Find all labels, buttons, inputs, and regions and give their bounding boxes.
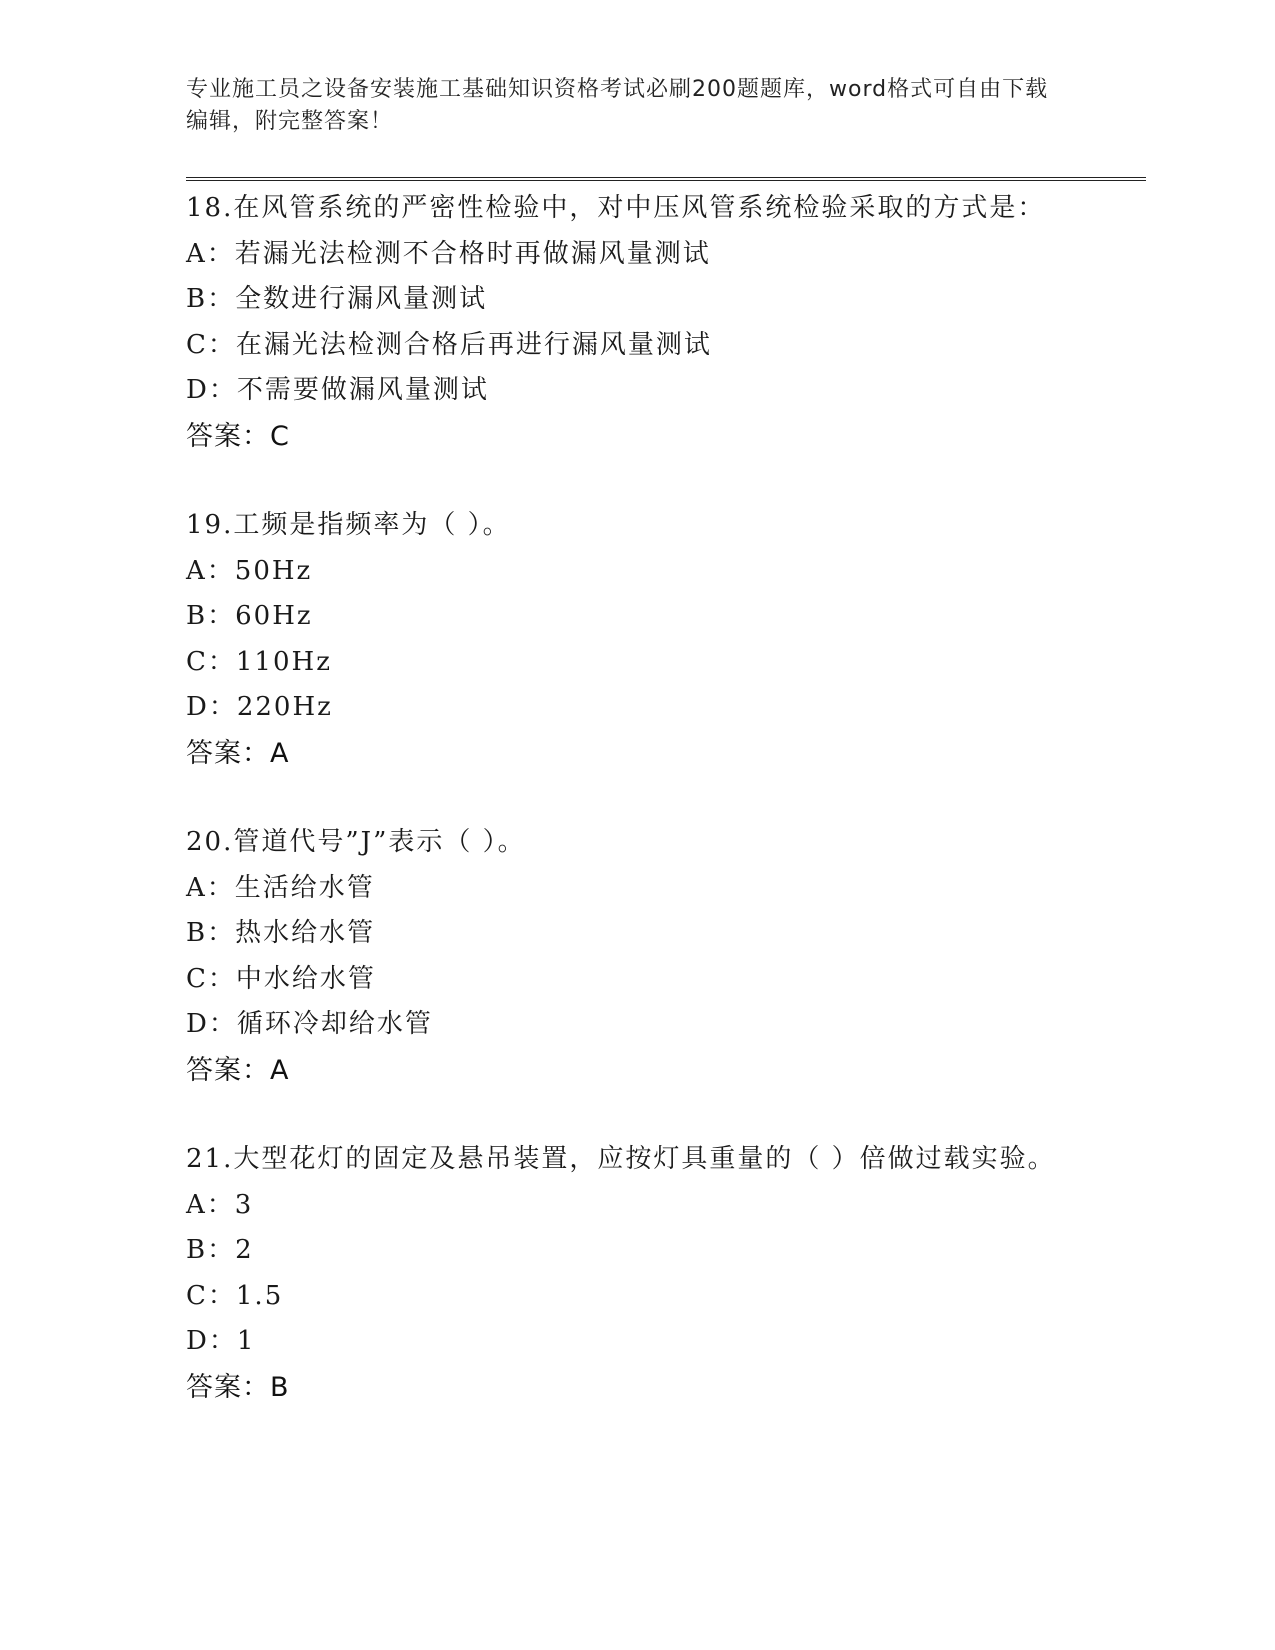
option-a: A：3	[186, 1189, 254, 1220]
document-header: 专业施工员之设备安装施工基础知识资格考试必刷200题题库，word格式可自由下载编辑，附完整答案！	[186, 77, 1049, 134]
option-d: D：220Hz	[186, 692, 333, 722]
option-d: D：循环冷却给水管	[186, 1009, 433, 1039]
answer-label: 答案：A	[186, 1054, 290, 1086]
question-stem: 19.工频是指频率为（ ）。	[186, 510, 511, 540]
question-21	[186, 1137, 1146, 1410]
option-b: B：热水给水管	[186, 918, 376, 948]
question-stem: 21.大型花灯的固定及悬吊装置，应按灯具重量的（ ）倍做过载实验。	[186, 1144, 1056, 1174]
question-19	[186, 503, 1146, 776]
header-divider	[186, 177, 1146, 181]
answer-label: 答案：A	[186, 737, 290, 769]
option-a: A：生活给水管	[186, 872, 375, 903]
option-b: B：60Hz	[186, 601, 313, 631]
option-c: C：中水给水管	[186, 963, 376, 994]
question-stem: 18.在风管系统的严密性检验中，对中压风管系统检验采取的方式是：	[186, 193, 1046, 223]
option-b: B：全数进行漏风量测试	[186, 284, 488, 314]
question-stem: 20.管道代号”J”表示（ ）。	[186, 827, 526, 857]
question-18	[186, 186, 1146, 459]
option-a: A：50Hz	[186, 555, 313, 586]
option-c: C：在漏光法检测合格后再进行漏风量测试	[186, 329, 712, 360]
option-c: C：1.5	[186, 1280, 284, 1311]
option-d: D：1	[186, 1326, 256, 1356]
question-list	[186, 186, 1146, 1454]
option-d: D：不需要做漏风量测试	[186, 375, 489, 405]
option-c: C：110Hz	[186, 646, 332, 677]
question-20	[186, 820, 1146, 1093]
answer-label: 答案：C	[186, 420, 290, 452]
option-b: B：2	[186, 1235, 254, 1265]
option-a: A：若漏光法检测不合格时再做漏风量测试	[186, 238, 711, 269]
answer-label: 答案：B	[186, 1371, 290, 1403]
